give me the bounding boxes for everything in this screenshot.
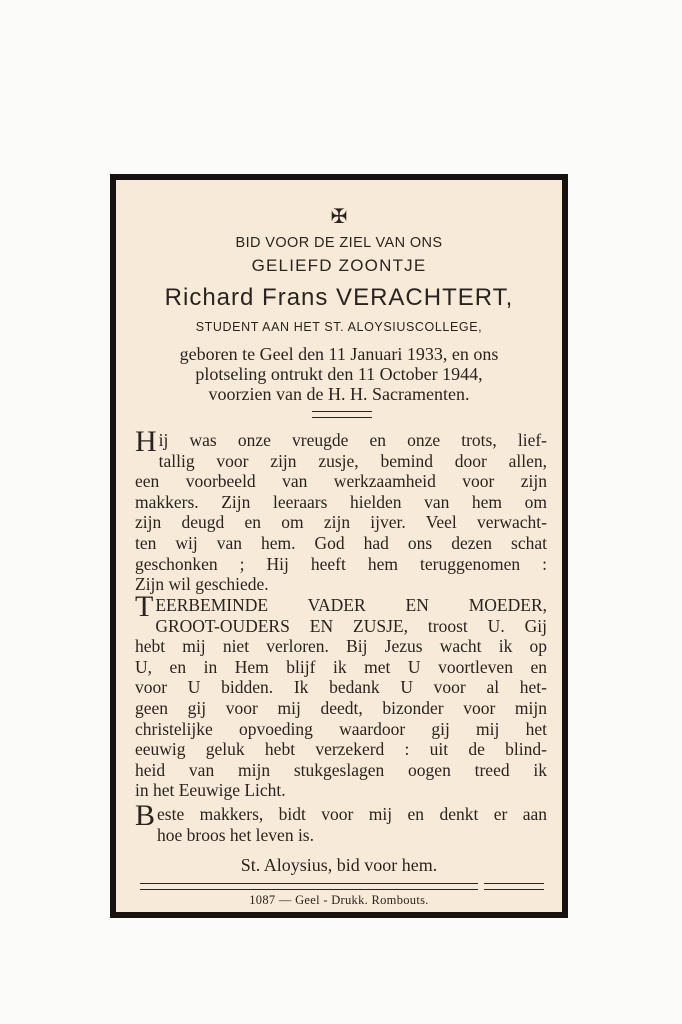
- memorial-card: [110, 174, 568, 918]
- dropcap-1: H: [135, 425, 157, 458]
- para2-line: EERBEMINDE VADER EN MOEDER,: [155, 595, 547, 615]
- dropcap-3: B: [135, 799, 156, 832]
- paragraph-3: [135, 799, 547, 845]
- heading-line-1: BID VOOR DE ZIEL VAN ONS: [235, 235, 443, 251]
- para1-line: makkers. Zijn leeraars hielden van hem om: [135, 491, 547, 512]
- cross-icon: ✠: [330, 204, 348, 228]
- heading-line-2: GELIEFD ZOONTJE: [251, 256, 427, 275]
- para3-line: hoe broos het leven is.: [157, 824, 314, 845]
- para2-line: christelijke opvoeding waardoor gij mij het: [135, 718, 547, 739]
- para1-line: ij was onze vreugde en onze trots, lief-: [158, 430, 547, 450]
- birth-line-3: voorzien van de H. H. Sacramenten.: [208, 384, 470, 404]
- para2-line: eeuwig geluk hebt verzekerd : uit de blind-: [135, 739, 547, 760]
- para2-line: in het Eeuwige Licht.: [135, 780, 286, 801]
- closing-prayer: St. Aloysius, bid voor hem.: [240, 855, 438, 875]
- paragraph-2: [135, 590, 547, 801]
- para1-line: tallig voor zijn zusje, bemind door allen,: [158, 450, 547, 471]
- card-inner: [116, 180, 562, 912]
- para2-line: heid van mijn stukgeslagen oogen treed ik: [135, 759, 547, 780]
- para1-line: Zijn wil geschiede.: [135, 574, 269, 595]
- dropcap-2: T: [135, 590, 154, 623]
- para1-line: ten wij van hem. God had ons dezen schat: [135, 532, 547, 553]
- birth-line-2: plotseling ontrukt den 11 October 1944,: [195, 364, 483, 384]
- para2-line: hebt mij niet verloren. Bij Jezus wacht ik op: [135, 636, 547, 657]
- para2-line: GROOT-OUDERS EN ZUSJE, troost U. Gij: [155, 615, 547, 636]
- paragraph-1: [135, 425, 547, 595]
- para1-line: zijn deugd en om zijn ijver. Veel verwacht-: [135, 512, 547, 533]
- printer-imprint: 1087 — Geel - Drukk. Rombouts.: [249, 893, 429, 907]
- deceased-name: Richard Frans VERACHTERT,: [164, 284, 514, 311]
- para2-line: voor U bidden. Ik bedank U voor al het-: [135, 677, 547, 698]
- footer-rule: [140, 883, 544, 890]
- student-line: STUDENT AAN HET ST. ALOYSIUSCOLLEGE,: [195, 320, 483, 334]
- para2-line: geen gij voor mij deedt, bizonder voor mijn: [135, 697, 547, 718]
- para1-line: geschonken ; Hij heeft hem teruggenomen :: [135, 553, 547, 574]
- para2-line: U, en in Hem blijf ik met U voortleven en: [135, 656, 547, 677]
- para3-line: este makkers, bidt voor mij en denkt er aan: [157, 804, 547, 824]
- divider-rule: [312, 411, 372, 418]
- para1-line: een voorbeeld van werkzaamheid voor zijn: [135, 471, 547, 492]
- birth-line-1: geboren te Geel den 11 Januari 1933, en ons: [179, 344, 499, 364]
